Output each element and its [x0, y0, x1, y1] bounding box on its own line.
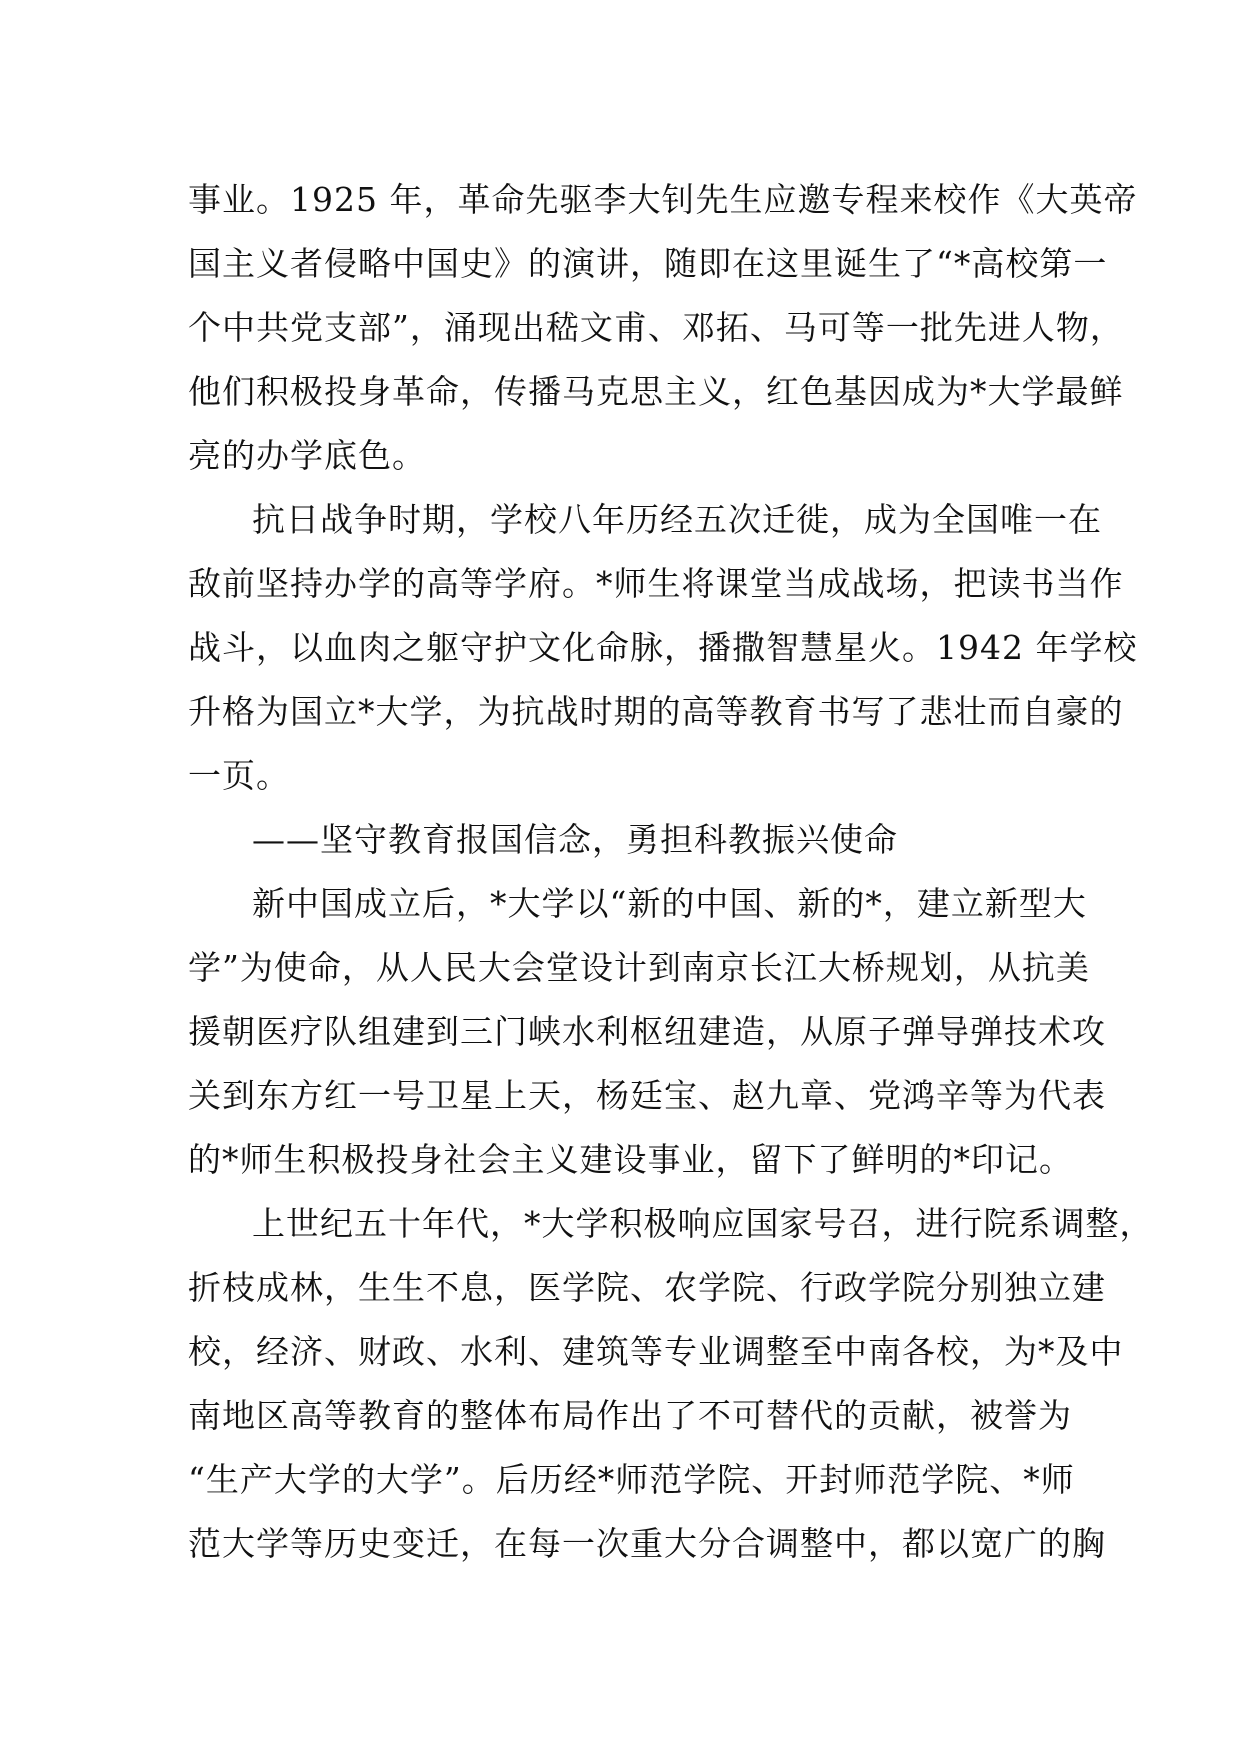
text-line: 他们积极投身革命，传播马克思主义，红色基因成为*大学最鲜 [188, 372, 1124, 411]
text-line: 敌前坚持办学的高等学府。*师生将课堂当成战场，把读书当作 [188, 564, 1124, 603]
body-text [188, 168, 1154, 1576]
text-line: 事业。1925 年，革命先驱李大钊先生应邀专程来校作《大英帝 [188, 180, 1138, 219]
text-line: 援朝医疗队组建到三门峡水利枢纽建造，从原子弹导弹技术攻 [188, 1012, 1106, 1051]
text-line: 范大学等历史变迁，在每一次重大分合调整中，都以宽广的胸 [188, 1524, 1106, 1563]
section-heading: ——坚守教育报国信念，勇担科教振兴使命 [252, 820, 898, 859]
text-line: 南地区高等教育的整体布局作出了不可替代的贡献，被誉为 [188, 1396, 1072, 1435]
text-line: 国主义者侵略中国史》的演讲，随即在这里诞生了“*高校第一 [188, 244, 1108, 283]
text-line: 的*师生积极投身社会主义建设事业，留下了鲜明的*印记。 [188, 1140, 1073, 1179]
text-line: 一页。 [188, 756, 290, 795]
paragraph-first-line: 上世纪五十年代，*大学积极响应国家号召，进行院系调整， [252, 1204, 1154, 1243]
text-line: 升格为国立*大学，为抗战时期的高等教育书写了悲壮而自豪的 [188, 692, 1124, 731]
paragraph-first-line: 新中国成立后，*大学以“新的中国、新的*，建立新型大 [252, 884, 1087, 923]
text-line: 战斗，以血肉之躯守护文化命脉，播撒智慧星火。1942 年学校 [188, 628, 1138, 667]
text-line: 关到东方红一号卫星上天，杨廷宝、赵九章、党鸿辛等为代表 [188, 1076, 1106, 1115]
text-line: “生产大学的大学”。后历经*师范学院、开封师范学院、*师 [188, 1460, 1075, 1499]
paragraph-first-line: 抗日战争时期，学校八年历经五次迁徙，成为全国唯一在 [252, 500, 1102, 539]
text-line: 校，经济、财政、水利、建筑等专业调整至中南各校，为*及中 [188, 1332, 1124, 1371]
text-line: 折枝成林，生生不息，医学院、农学院、行政学院分别独立建 [188, 1268, 1106, 1307]
text-line: 学”为使命，从人民大会堂设计到南京长江大桥规划，从抗美 [188, 948, 1090, 987]
text-line: 亮的办学底色。 [188, 436, 426, 475]
text-line: 个中共党支部”，涌现出嵇文甫、邓拓、马可等一批先进人物， [188, 308, 1124, 347]
